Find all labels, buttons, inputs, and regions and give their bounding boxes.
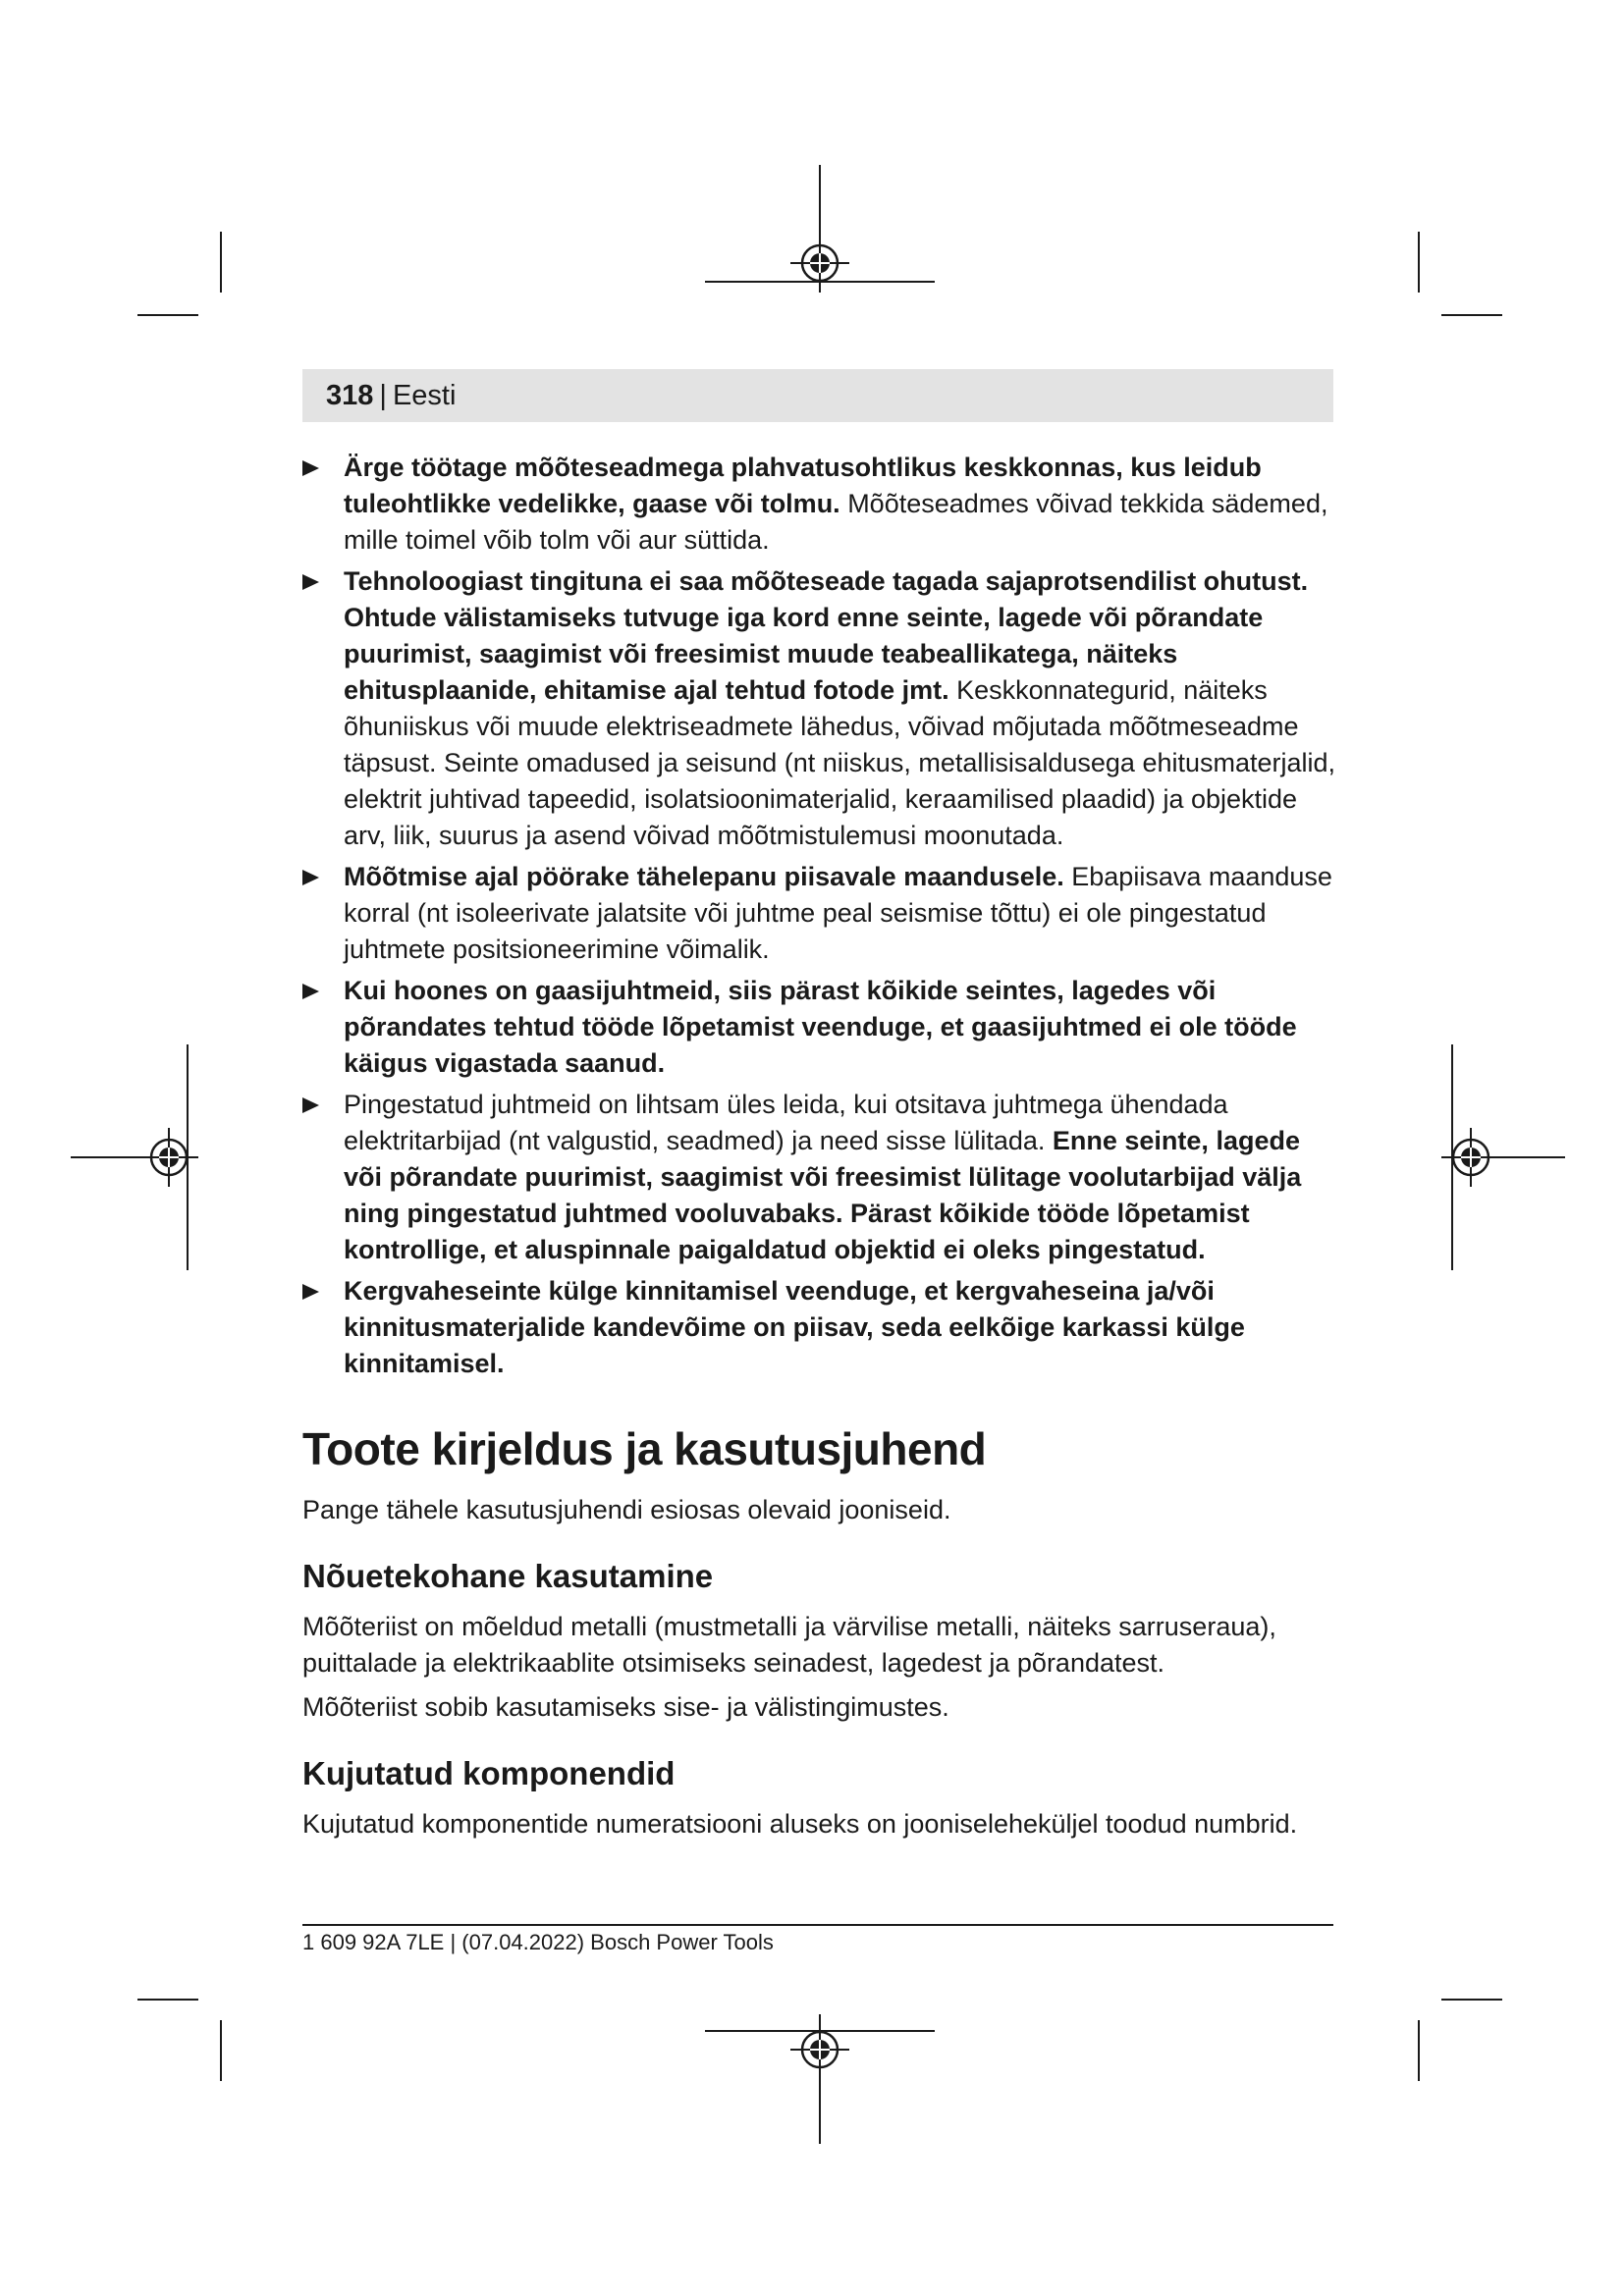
crop-mark-bottom-right-h xyxy=(1441,1999,1502,2001)
subsection-title-components: Kujutatud komponendid xyxy=(302,1755,676,1791)
list-item-text xyxy=(334,563,1343,854)
crop-mark-top-left-h xyxy=(137,314,198,316)
list-item-text xyxy=(334,859,1343,968)
registration-target-icon xyxy=(139,1128,198,1187)
list-item xyxy=(302,973,1343,1082)
crop-mark-top-left-v xyxy=(220,232,222,293)
bullet-triangle-icon xyxy=(302,870,319,885)
section-intro: Pange tähele kasutusjuhendi esiosas olevaid jooniseid. xyxy=(302,1495,951,1524)
crop-mark-top-right-h xyxy=(1441,314,1502,316)
section-title: Toote kirjeldus ja kasutusjuhend xyxy=(302,1423,987,1474)
list-item-text xyxy=(334,450,1343,559)
list-item xyxy=(302,1087,1343,1268)
warning-normal-text: Ebapiisava maanduse korral (nt isoleerivate jalatsite või juhtme peal seismise tõttu) ei ole pingestatud juhtmete positsioneerimine võimalik. xyxy=(344,862,1332,964)
warning-bold-text: Tehnoloogiast tingituna ei saa mõõteseade tagada sajaprotsendilist ohutust. Ohtude välistamiseks tutvuge iga kord enne seinte, lagede või põrandate puurimist, saagimist või freesimist muude teabeallikatega, näiteks ehitusplaanide, ehitamise ajal tehtud fotode jmt. xyxy=(344,566,1309,705)
warning-bold-text: Ärge töötage mõõteseadmega plahvatusohtlikus keskkonnas, kus leidub tuleohtlikke vedelikke, gaase või tolmu. xyxy=(344,453,1262,518)
list-item xyxy=(302,859,1343,968)
bullet-triangle-icon xyxy=(302,1097,319,1113)
warning-normal-text: Mõõteseadmes võivad tekkida sädemed, mille toimel võib tolm või aur süttida. xyxy=(344,489,1328,555)
page-content xyxy=(302,450,1343,1850)
intended-use-paragraph-1: Mõõteriist on mõeldud metalli (mustmetalli ja värvilise metalli, näiteks sarruseraua), puittalade ja elektrikaablite otsimiseks seinadest, lagedest ja põrandatest. xyxy=(302,1612,1276,1678)
page-header xyxy=(302,369,1333,422)
crop-mark-bottom-right-v xyxy=(1418,2020,1420,2081)
components-paragraph: Kujutatud komponentide numeratsiooni aluseks on jooniseleheküljel toodud numbrid. xyxy=(302,1809,1298,1839)
list-item xyxy=(302,1273,1343,1382)
list-item-text xyxy=(334,973,1343,1082)
warning-normal-text: Pingestatud juhtmeid on lihtsam üles leida, kui otsitava juhtmega ühendada elektritarbijad (nt valgustid, seadmed) ja need sisse lülitada. xyxy=(344,1090,1228,1155)
bullet-triangle-icon xyxy=(302,984,319,999)
footer-text: 1 609 92A 7LE | (07.04.2022) Bosch Power Tools xyxy=(302,1930,774,1954)
bullet-triangle-icon xyxy=(302,460,319,476)
list-item-text xyxy=(334,1087,1343,1268)
warning-normal-text: Keskkonnategurid, näiteks õhuniiskus või muude elektriseadmete lähedus, võivad mõjutada mõõtmeseadme täpsust. Seinte omadused ja seisund (nt niiskus, metallisisaldusega ehitusmaterjalid, elektrit juhtivad tapeedid, isolatsioonimaterjalid, keraamilised plaadid) ja objektide arv, liik, suurus ja asend võivad mõõtmistulemusi moonutada. xyxy=(344,675,1336,850)
list-item-text xyxy=(334,1273,1343,1382)
bullet-triangle-icon xyxy=(302,574,319,590)
header-separator: | xyxy=(379,379,387,411)
subsection-title-intended-use: Nõuetekohane kasutamine xyxy=(302,1558,714,1594)
intended-use-paragraph-2: Mõõteriist sobib kasutamiseks sise- ja välistingimustes. xyxy=(302,1692,949,1722)
warning-bold-text: Kergvaheseinte külge kinnitamisel veenduge, et kergvaheseina ja/või kinnitusmaterjalide kandevõime on piisav, seda eelkõige karkassi külge kinnitamisel. xyxy=(344,1276,1245,1378)
crop-mark-bottom-left-h xyxy=(137,1999,198,2001)
list-item xyxy=(302,563,1343,854)
page-number: 318 xyxy=(326,379,374,411)
registration-target-icon xyxy=(790,234,849,293)
registration-target-icon xyxy=(1441,1128,1500,1187)
page-footer xyxy=(302,1924,1333,1955)
warning-bold-text: Mõõtmise ajal pöörake tähelepanu piisavale maandusele. xyxy=(344,862,1064,891)
header-language: Eesti xyxy=(392,379,457,411)
warning-bold-text: Kui hoones on gaasijuhtmeid, siis pärast kõikide seintes, lagedes või põrandates tehtud tööde lõpetamist veenduge, et gaasijuhtmed ei ole tööde käigus vigastada saanud. xyxy=(344,976,1297,1078)
safety-warnings-list xyxy=(302,450,1343,1382)
crop-mark-bottom-left-v xyxy=(220,2020,222,2081)
bullet-triangle-icon xyxy=(302,1284,319,1300)
warning-bold-text: Enne seinte, lagede või põrandate puurimist, saagimist või freesimist lülitage voolutarbijad välja ning pingestatud juhtmed vooluvabaks. Pärast kõikide tööde lõpetamist kontrollige, et aluspinnale paigaldatud objektid ei oleks pingestatud. xyxy=(344,1126,1302,1264)
crop-mark-top-right-v xyxy=(1418,232,1420,293)
registration-target-icon xyxy=(790,2020,849,2079)
list-item xyxy=(302,450,1343,559)
